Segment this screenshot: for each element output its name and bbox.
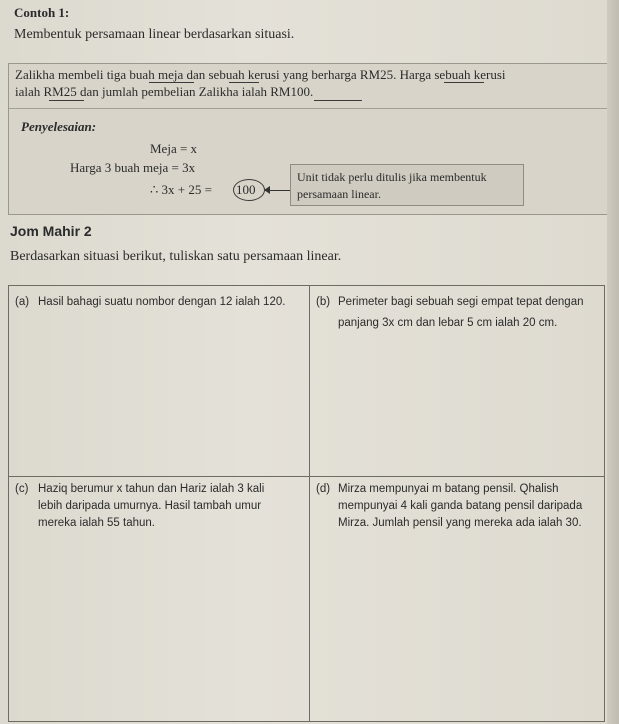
underline-rm100 [314,100,362,101]
question-c-label: (c) [15,483,29,495]
question-a-cell[interactable] [9,286,309,476]
underline-sebuah-kerusi [229,82,259,83]
question-d-cell[interactable] [310,477,604,721]
solution-answer: 100 [236,182,256,197]
underline-tiga-buah-meja [149,82,194,83]
situation-line-1: Zalikha membeli tiga buah meja dan sebuah kerusi yang berharga RM25. Harga sebuah kerusi [15,67,506,82]
practice-heading: Jom Mahir 2 [10,223,92,239]
solution-step-3: ∴ 3x + 25 = [150,182,212,197]
underline-rm25-b [49,100,84,101]
example-instruction: Membentuk persamaan linear berdasarkan situasi. [14,27,295,42]
question-b-line-2: panjang 3x cm dan lebar 5 cm ialah 20 cm. [338,317,558,329]
question-a-label: (a) [15,296,30,308]
note-text: Unit tidak perlu ditulis jika membentuk persamaan linear. [297,170,487,201]
question-c-cell[interactable] [9,477,309,721]
underline-rm25-a [444,82,484,83]
page-right-edge [607,0,619,724]
question-b-line-1: Perimeter bagi sebuah segi empat tepat dengan [338,296,584,308]
question-a-line-1: Hasil bahagi suatu nombor dengan 12 ialah 120. [38,296,286,308]
question-c-line-3: mereka ialah 55 tahun. [38,517,155,529]
note-box [290,164,524,206]
practice-instruction: Berdasarkan situasi berikut, tuliskan satu persamaan linear. [10,249,342,264]
arrow-left-icon [264,186,270,194]
solution-label: Penyelesaian: [21,119,97,134]
situation-line-2: ialah RM25 dan jumlah pembelian Zalikha ialah RM100. [15,84,314,99]
question-d-label: (d) [316,483,331,495]
question-d-line-3: Mirza. Jumlah pensil yang mereka ada ialah 30. [338,517,582,529]
example-heading: Contoh 1: [14,5,70,20]
question-d-line-1: Mirza mempunyai m batang pensil. Qhalish [338,483,559,495]
question-b-label: (b) [316,296,331,308]
question-c-line-1: Haziq berumur x tahun dan Hariz ialah 3 kali [38,483,265,495]
solution-step-2: Harga 3 buah meja = 3x [70,160,196,175]
solution-step-1: Meja = x [150,141,198,156]
question-b-cell[interactable] [310,286,604,476]
example-box-divider [9,108,615,109]
question-d-line-2: mempunyai 4 kali ganda batang pensil daripada [338,500,583,512]
question-c-line-2: lebih daripada umurnya. Hasil tambah umur [38,500,262,512]
question-grid [8,285,605,722]
